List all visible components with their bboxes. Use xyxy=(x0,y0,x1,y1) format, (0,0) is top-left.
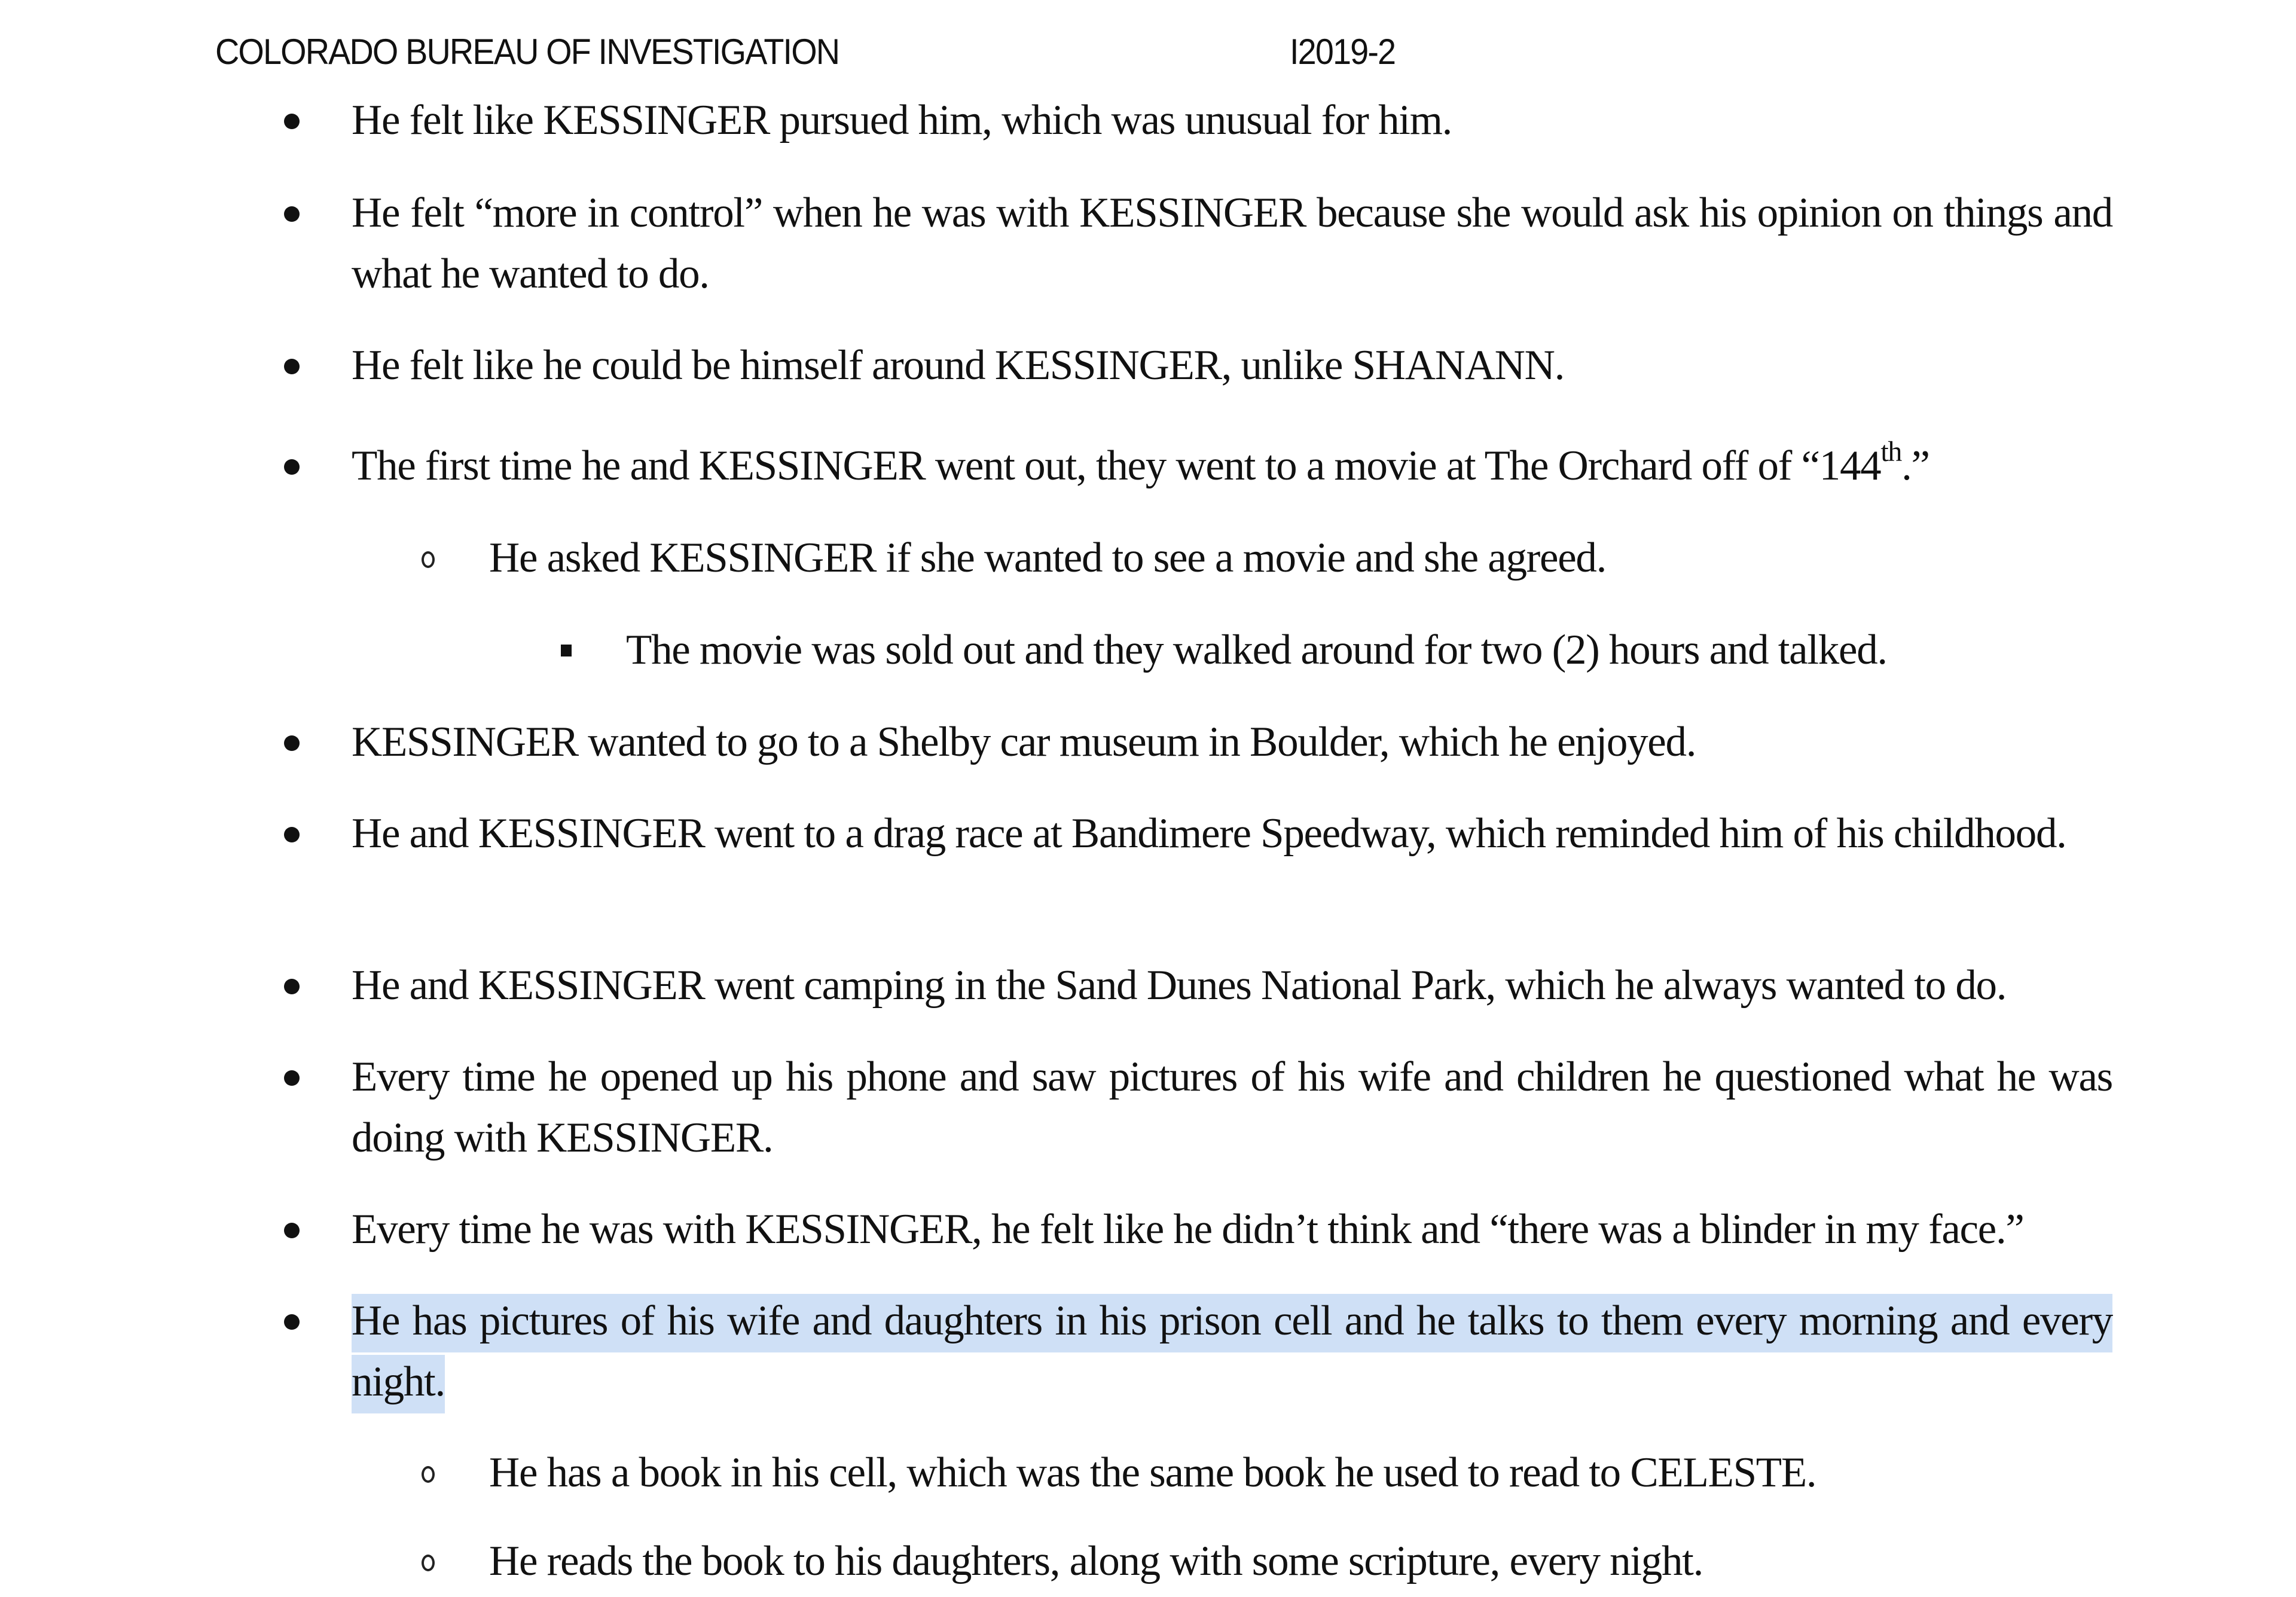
bullet-filled-circle-icon xyxy=(284,114,300,129)
list-item xyxy=(352,712,2112,772)
bullet-filled-circle-icon xyxy=(284,359,300,374)
bullet-filled-circle-icon xyxy=(284,979,300,994)
list-item-text: He and KESSINGER went to a drag race at Bandimere Speedway, which reminded him of his childhood. xyxy=(352,810,2066,857)
list-item-text: He felt like KESSINGER pursued him, which was unusual for him. xyxy=(352,97,1452,143)
list-item xyxy=(352,1199,2112,1260)
list-item-text: Every time he was with KESSINGER, he felt like he didn’t think and “there was a blinder in my face.” xyxy=(352,1206,2024,1253)
list-item xyxy=(489,1531,2112,1592)
list-item-text: The first time he and KESSINGER went out, they went to a movie at The Orchard off of “144th.” xyxy=(352,436,1929,489)
bullet-filled-circle-icon xyxy=(284,459,300,475)
list-item-text: He and KESSINGER went camping in the Sand Dunes National Park, which he always wanted to do. xyxy=(352,962,2007,1009)
list-item-text: Every time he opened up his phone and saw pictures of his wife and children he questioned what he was doing with KESSINGER. xyxy=(352,1054,2112,1161)
case-number: I2019-2 xyxy=(1290,32,1396,72)
list-item xyxy=(352,1046,2112,1168)
list-item-text: He asked KESSINGER if she wanted to see a movie and she agreed. xyxy=(489,535,1607,581)
list-item xyxy=(352,955,2112,1016)
bullet-filled-circle-icon xyxy=(284,1070,300,1086)
list-item-text: He has a book in his cell, which was the same book he used to read to CELESTE. xyxy=(489,1449,1816,1496)
bullet-filled-circle-icon xyxy=(284,827,300,842)
bullet-filled-square-icon xyxy=(561,645,572,656)
list-item-text: KESSINGER wanted to go to a Shelby car museum in Boulder, which he enjoyed. xyxy=(352,719,1696,765)
bullet-filled-circle-icon xyxy=(284,206,300,222)
list-item-text: He felt like he could be himself around KESSINGER, unlike SHANANN. xyxy=(352,342,1565,389)
list-item-text: He reads the book to his daughters, along with some scripture, every night. xyxy=(489,1538,1703,1584)
list-item xyxy=(352,90,2112,151)
list-item xyxy=(352,803,2112,864)
bullet-hollow-circle-icon xyxy=(422,1555,435,1571)
list-item-text: He felt “more in control” when he was with KESSINGER because she would ask his opinion on things and what he wanted to do. xyxy=(352,190,2112,297)
bullet-filled-circle-icon xyxy=(284,1223,300,1238)
agency-name: COLORADO BUREAU OF INVESTIGATION xyxy=(215,32,839,72)
list-item-text[interactable] xyxy=(352,1290,2112,1412)
list-item xyxy=(489,527,2112,588)
list-item xyxy=(352,335,2112,396)
list-item-highlighted[interactable] xyxy=(352,1290,2112,1412)
list-item-text: The movie was sold out and they walked around for two (2) hours and talked. xyxy=(626,627,1887,673)
bullet-filled-circle-icon xyxy=(284,1314,300,1330)
bullet-filled-circle-icon xyxy=(284,735,300,751)
list-item xyxy=(489,1442,2112,1503)
bullet-hollow-circle-icon xyxy=(422,1466,435,1483)
list-item xyxy=(352,435,2112,496)
list-item xyxy=(352,182,2112,304)
selected-text[interactable]: He has pictures of his wife and daughters in his prison cell and he talks to them every morning and every night. xyxy=(352,1294,2112,1413)
bullet-hollow-circle-icon xyxy=(422,551,435,568)
list-item xyxy=(626,619,2112,680)
ordinal-superscript: th xyxy=(1880,436,1902,468)
